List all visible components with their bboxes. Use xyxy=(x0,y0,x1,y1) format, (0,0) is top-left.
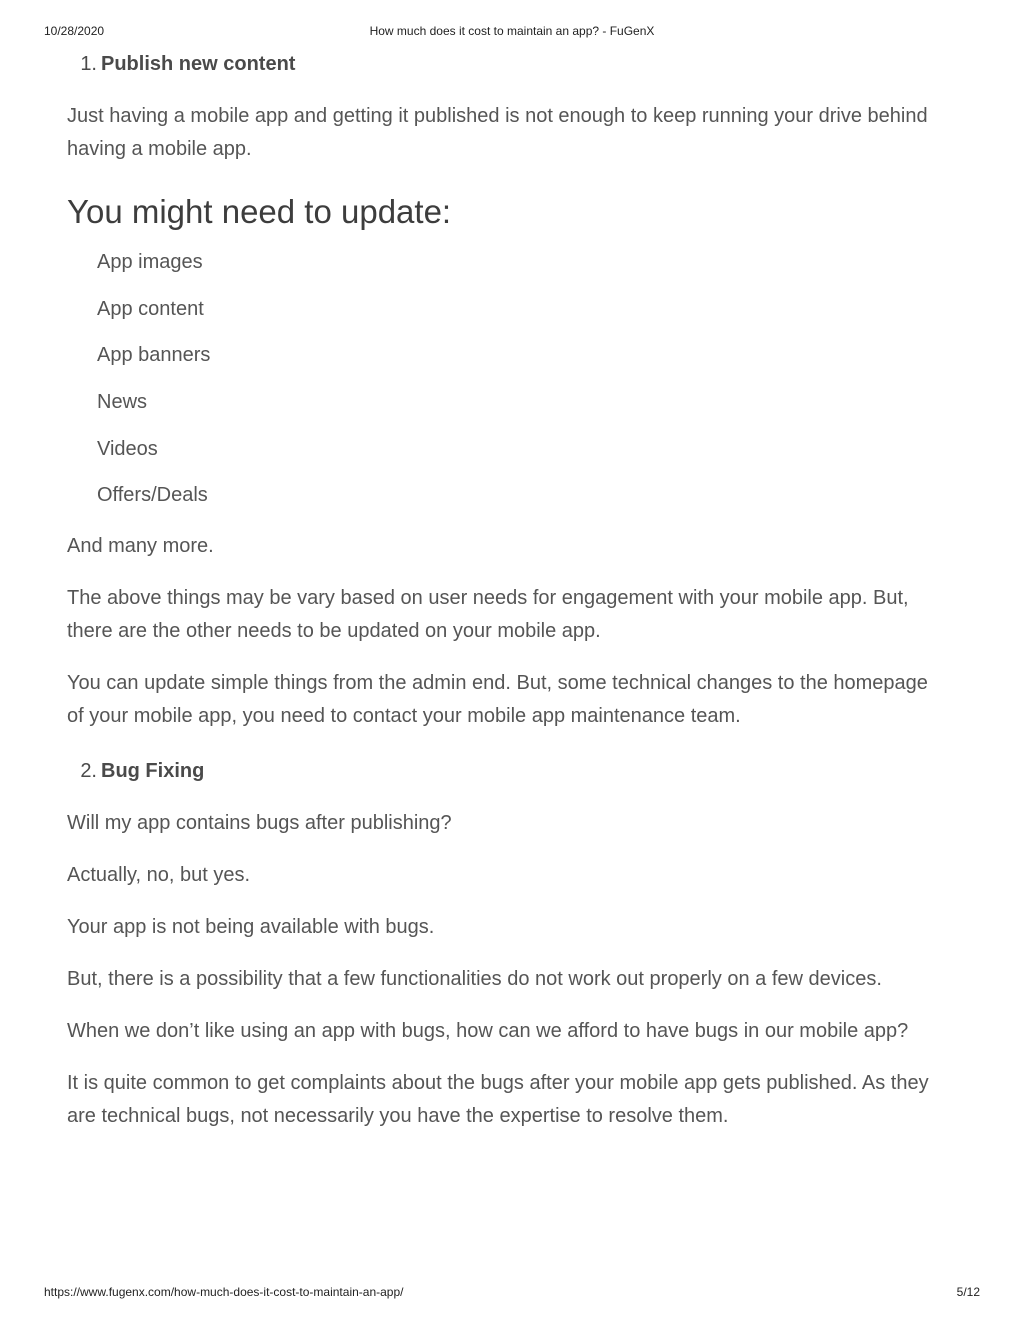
section-2-number: 2. xyxy=(80,760,97,783)
section-2-title xyxy=(77,757,947,785)
update-list xyxy=(67,248,947,509)
print-footer xyxy=(44,1285,980,1301)
print-page-title: How much does it cost to maintain an app? - FuGenX xyxy=(369,24,655,38)
list-item: App banners xyxy=(97,344,211,367)
list-item: App content xyxy=(97,297,204,320)
paragraph: Will my app contains bugs after publishing? xyxy=(67,812,452,835)
page-number: 5/12 xyxy=(956,1285,980,1299)
section-1-label: Publish new content xyxy=(101,53,296,75)
paragraph: It is quite common to get complaints about the bugs after your mobile app gets published. As they are technical bugs, not necessarily you have the expertise to resolve them. xyxy=(67,1072,929,1128)
paragraph: The above things may be vary based on user needs for engagement with your mobile app. But, there are the other needs to be updated on your mobile app. xyxy=(67,587,909,643)
paragraph: You can update simple things from the admin end. But, some technical changes to the homepage of your mobile app, you need to contact your mobile app maintenance team. xyxy=(67,672,928,728)
paragraph: But, there is a possibility that a few functionalities do not work out properly on a few devices. xyxy=(67,968,882,991)
section-1-number: 1. xyxy=(80,53,97,75)
list-item: Offers/Deals xyxy=(97,484,208,507)
page-url: https://www.fugenx.com/how-much-does-it-cost-to-maintain-an-app/ xyxy=(44,1285,404,1299)
print-header xyxy=(44,24,980,40)
list-item: Videos xyxy=(97,437,158,460)
list-item: News xyxy=(97,391,148,414)
list-item: App images xyxy=(97,251,203,273)
section-1-title xyxy=(77,50,947,78)
paragraph: When we don’t like using an app with bugs, how can we afford to have bugs in our mobile app? xyxy=(67,1020,909,1043)
print-date: 10/28/2020 xyxy=(44,24,105,38)
section-2-label: Bug Fixing xyxy=(101,760,205,783)
paragraph: And many more. xyxy=(67,535,214,558)
article-content xyxy=(67,50,947,1133)
paragraph: Actually, no, but yes. xyxy=(67,864,251,887)
section-1-intro: Just having a mobile app and getting it published is not enough to keep running your drive behind having a mobile app. xyxy=(67,105,928,160)
paragraph: Your app is not being available with bugs. xyxy=(67,916,435,939)
update-heading: You might need to update: xyxy=(67,193,452,230)
